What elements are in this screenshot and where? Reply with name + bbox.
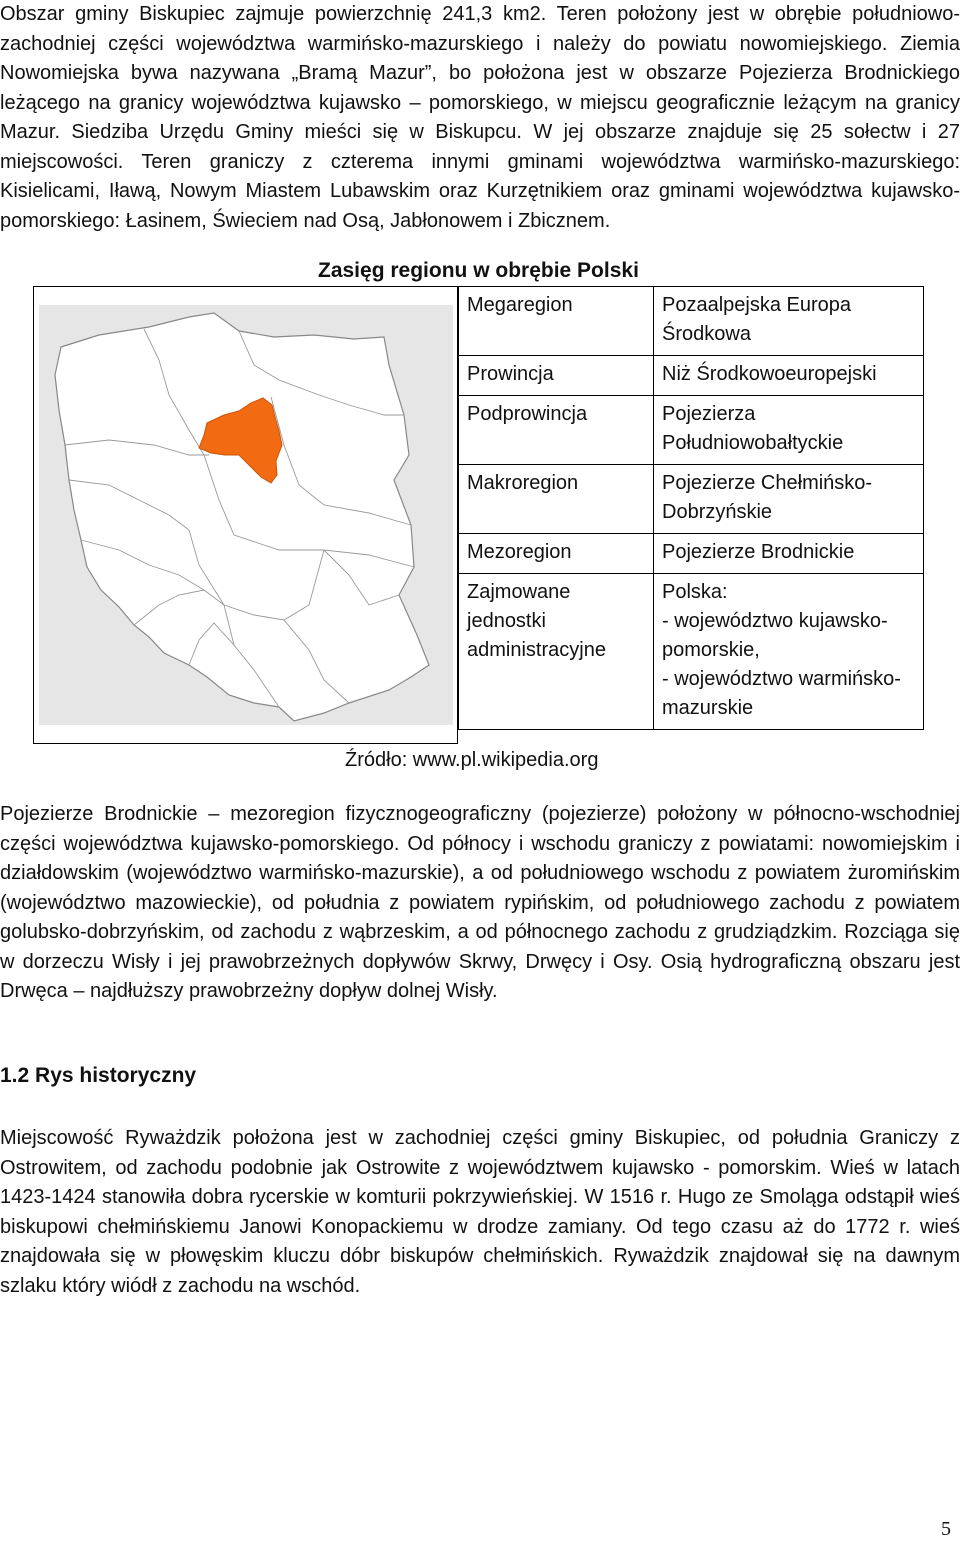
table-cell-value: Polska: - województwo kujawsko- pomorskie, - województwo warmińsko- mazurskie	[654, 574, 924, 730]
page-number: 5	[941, 1518, 951, 1540]
table-row	[459, 534, 924, 574]
table-row	[459, 396, 924, 465]
table-row	[459, 287, 924, 356]
table-cell-value: Pojezierze Brodnickie	[654, 534, 924, 574]
table-cell-label: Mezoregion	[459, 534, 654, 574]
section-heading: 1.2 Rys historyczny	[0, 1064, 197, 1087]
brodnickie-paragraph: Pojezierze Brodnickie – mezoregion fizycznogeograficzny (pojezierze) położony w północno-wschodniej części województwa kujawsko-pomorskiego. Od północy i wschodu graniczy z powiatami: nowomiejskim i działdowskim (województwo warmińsko-mazurskie), a od południowego wschodu z powiatem żuromińskim (województwo mazowieckie), od południa z powiatem rypińskim, od południowego zachodu z powiatem golubsko-dobrzyńskim, od zachodu z wąbrzeskim, a od północnego zachodu z grudziądzkim. Rozciąga się w dorzeczu Wisły i jej prawobrzeżnych dopływów Skrwy, Drwęcy i Osy. Osią hydrograficzną obszaru jest Drwęca – najdłuższy prawobrzeżny dopływ dolnej Wisły.	[0, 803, 960, 1002]
region-classification-table	[458, 286, 924, 730]
table-row	[459, 356, 924, 396]
table-cell-label: Podprowincja	[459, 396, 654, 465]
figure-source: Źródło: www.pl.wikipedia.org	[345, 749, 599, 771]
table-cell-label: Megaregion	[459, 287, 654, 356]
table-cell-value: Pojezierze Chełmińsko- Dobrzyńskie	[654, 465, 924, 534]
table-cell-label: Makroregion	[459, 465, 654, 534]
table-cell-value: Pojezierza Południowobałtyckie	[654, 396, 924, 465]
table-cell-label: Prowincja	[459, 356, 654, 396]
figure-title: Zasięg regionu w obrębie Polski	[318, 259, 639, 282]
table-cell-value: Pozaalpejska Europa Środkowa	[654, 287, 924, 356]
table-row	[459, 465, 924, 534]
intro-paragraph: Obszar gminy Biskupiec zajmuje powierzchnię 241,3 km2. Teren położony jest w obrębie południowo-zachodniej części województwa warmińsko-mazurskiego i należy do powiatu nowomiejskiego. Ziemia Nowomiejska bywa nazywana „Bramą Mazur”, bo położona jest w obszarze Pojezierza Brodnickiego leżącego na granicy województwa kujawsko – pomorskiego, w miejscu geograficznie leżącym na granicy Mazur. Siedziba Urzędu Gminy mieści się w Biskupcu. W jej obszarze znajduje się 25 sołectw i 27 miejscowości. Teren graniczy z czterema innymi gminami województwa warmińsko-mazurskiego: Kisielicami, Iławą, Nowym Miastem Lubawskim oraz Kurzętnikiem oraz gminami województwa kujawsko-pomorskiego: Łasinem, Świeciem nad Osą, Jabłonowem i Zbicznem.	[0, 3, 960, 232]
history-paragraph: Miejscowość Ryważdzik położona jest w zachodniej części gminy Biskupiec, od południa Graniczy z Ostrowitem, od zachodu podobnie jak Ostrowite z województwem kujawsko - pomorskim. Wieś w latach 1423-1424 stanowiła dobra rycerskie w komturii pokrzywieńskiej. W 1516 r. Hugo ze Smoląga odstąpił wieś biskupowi chełmińskiemu Janowi Konopackiemu w drodze zamiany. Od tego czasu aż do 1772 r. wieś znajdowała się w płowęskim kluczu dóbr biskupów chełmińskich. Ryważdzik znajdował się na dawnym szlaku który wiódł z zachodu na wschód.	[0, 1127, 960, 1297]
table-cell-label: Zajmowane jednostki administracyjne	[459, 574, 654, 730]
table-row	[459, 574, 924, 730]
poland-map	[33, 286, 458, 744]
table-cell-value: Niż Środkowoeuropejski	[654, 356, 924, 396]
poland-map-graphic	[39, 305, 453, 725]
